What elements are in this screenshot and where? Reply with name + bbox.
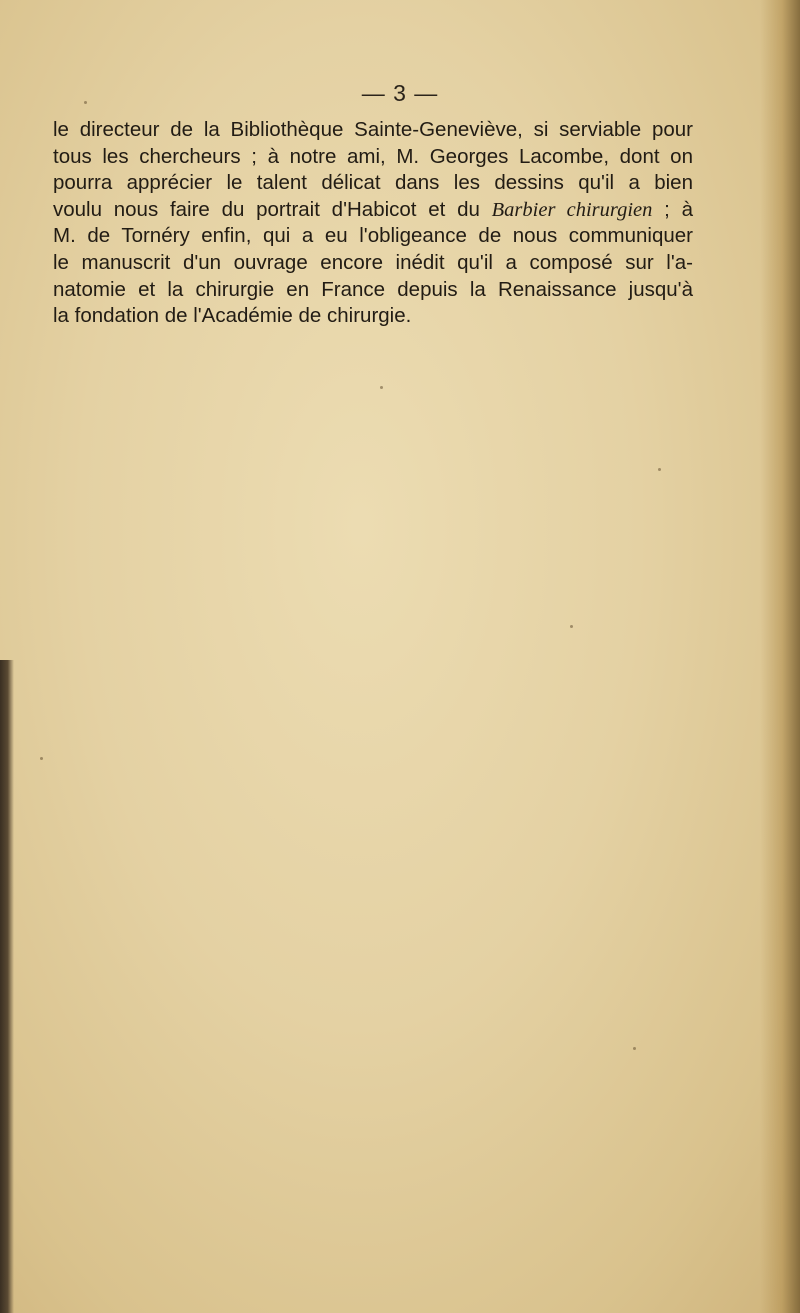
text-line: M. de Tornéry enfin, qui a eu l'obligeance de nous communiquer — [53, 224, 693, 248]
paragraph — [53, 117, 693, 330]
text-segment: ; à — [652, 197, 693, 221]
text-segment: voulu nous faire du portrait d'Habicot et du — [53, 197, 492, 221]
italic-title: Barbier chirurgien — [491, 198, 653, 221]
paper-speck — [570, 625, 573, 628]
page-edge-shadow — [760, 0, 800, 1313]
page-number: — 3 — — [361, 80, 439, 106]
text-line: le directeur de la Bibliothèque Sainte-Geneviève, si serviable pour — [53, 118, 693, 141]
text-line: le manuscrit d'un ouvrage encore inédit qu'il a composé sur l'a- — [53, 250, 693, 274]
paper-speck — [380, 386, 383, 389]
paper-speck — [658, 468, 661, 471]
text-line: tous les chercheurs ; à notre ami, M. Georges Lacombe, dont on — [53, 144, 693, 168]
text-line — [53, 197, 693, 224]
text-line: pourra apprécier le talent délicat dans les dessins qu'il a bien — [53, 171, 693, 195]
text-line: natomie et la chirurgie en France depuis la Renaissance jusqu'à — [53, 277, 693, 301]
text-line: la fondation de l'Académie de chirurgie. — [53, 304, 412, 328]
binding-edge — [0, 660, 14, 1313]
paper-speck — [40, 757, 43, 760]
paper-speck — [633, 1047, 636, 1050]
